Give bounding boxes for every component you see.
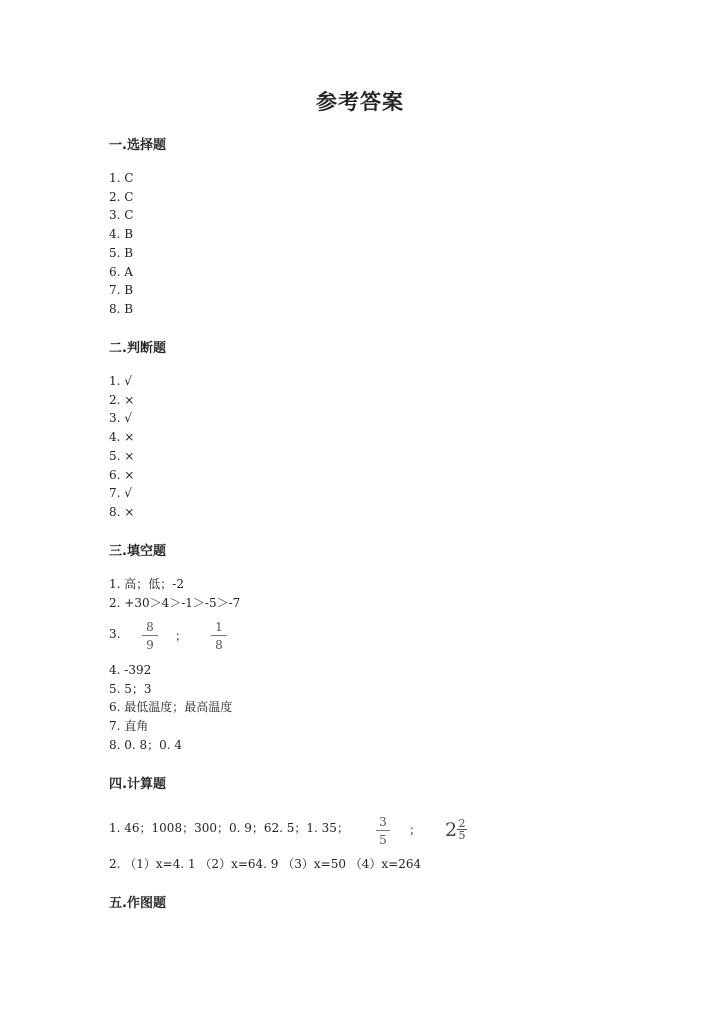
list-item: 6. A xyxy=(109,265,133,279)
mixed-number-fraction xyxy=(457,818,467,841)
list-item: 2. × xyxy=(109,393,135,407)
list-item-label: 3. xyxy=(109,627,121,641)
fraction xyxy=(142,620,158,652)
fraction-numerator: 3 xyxy=(379,815,387,829)
list-item: 1. 高；低；-2 xyxy=(109,577,184,591)
list-item: 8. 0. 8；0. 4 xyxy=(109,738,183,752)
list-item: 4. B xyxy=(109,227,134,241)
list-item: 2. +30＞4＞-1＞-5＞-7 xyxy=(109,596,241,610)
list-item: 6. × xyxy=(109,468,135,482)
list-item: 2. C xyxy=(109,190,134,204)
list-item: 2. （1）x=4. 1 （2）x=64. 9 （3）x=50 （4）x=264 xyxy=(109,857,422,871)
list-item: 8. B xyxy=(109,302,134,316)
list-item: 5. × xyxy=(109,449,135,463)
fraction-numerator: 1 xyxy=(215,620,223,634)
list-item: 4. × xyxy=(109,430,135,444)
page-title: 参考答案 xyxy=(316,90,404,114)
fraction-numerator: 2 xyxy=(458,817,466,830)
section-heading-choice: 一.选择题 xyxy=(109,138,166,153)
fraction-bar xyxy=(211,635,227,636)
mixed-number-whole: 2 xyxy=(445,819,458,841)
section-heading-drawing: 五.作图题 xyxy=(109,896,166,911)
fraction-numerator: 8 xyxy=(146,620,154,634)
fraction-denominator: 5 xyxy=(379,833,387,847)
fraction-denominator: 9 xyxy=(146,638,154,652)
section-heading-calculation: 四.计算题 xyxy=(109,777,166,792)
list-item: 1. C xyxy=(109,171,134,185)
list-item: 5. B xyxy=(109,246,134,260)
list-item: 7. √ xyxy=(109,486,132,500)
list-item: 4. -392 xyxy=(109,663,152,677)
list-item: 1. √ xyxy=(109,374,132,388)
fraction xyxy=(376,815,390,847)
list-item: 3. √ xyxy=(109,411,132,425)
section-heading-fill-blank: 三.填空题 xyxy=(109,544,166,559)
list-item: 6. 最低温度；最高温度 xyxy=(109,700,233,714)
list-item: 7. B xyxy=(109,283,134,297)
fraction-denominator: 5 xyxy=(458,829,466,842)
list-item: 8. × xyxy=(109,505,135,519)
section-heading-judgement: 二.判断题 xyxy=(109,341,166,356)
fraction-denominator: 8 xyxy=(215,638,223,652)
list-item: 3. C xyxy=(109,208,134,222)
list-item: 7. 直角 xyxy=(109,719,149,733)
fraction-bar xyxy=(376,830,390,831)
fraction xyxy=(211,620,227,652)
separator: ； xyxy=(175,629,188,643)
fraction-bar xyxy=(142,635,158,636)
separator: ； xyxy=(409,823,422,837)
list-item: 1. 46；1008；300；0. 9；62. 5；1. 35； xyxy=(109,821,349,835)
list-item: 5. 5；3 xyxy=(109,682,152,696)
